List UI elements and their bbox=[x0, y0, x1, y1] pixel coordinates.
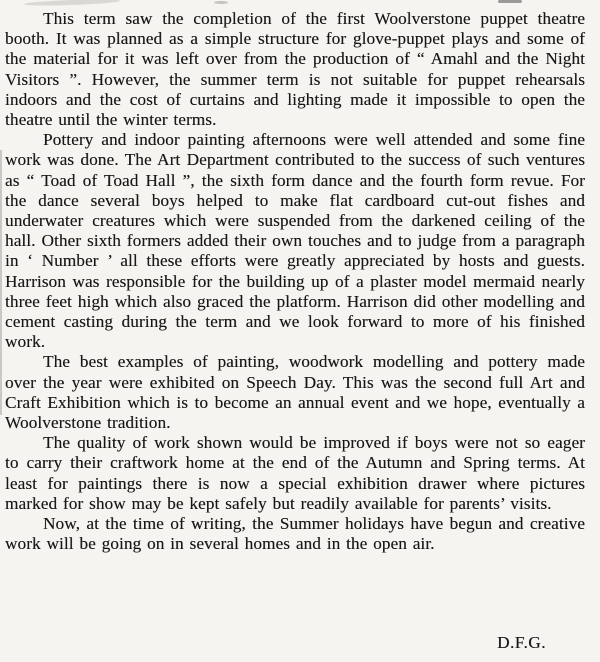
scan-dot-artifact bbox=[214, 1, 228, 4]
paragraph-summer-holidays: Now, at the time of writing, the Summer holidays have begun and creative work will be going on in several homes and in the open air. bbox=[5, 514, 585, 554]
paragraph-puppet-theatre: This term saw the completion of the first Woolverstone puppet theatre booth. It was planned as a simple structure for glove-puppet plays and some of the material for it was left over from the production of “ Amahl and the Night Visitors ”. However, the summer term is not suitable for puppet rehearsals indoors and the cost of curtains and lighting made it impossible to open the theatre until the winter terms. bbox=[5, 9, 585, 130]
author-initials: D.F.G. bbox=[497, 632, 546, 652]
scan-streak-artifact bbox=[0, 150, 2, 415]
scan-dash-artifact bbox=[498, 0, 522, 3]
paragraph-speech-day-exhibition: The best examples of painting, woodwork modelling and pottery made over the year were exhibited on Speech Day. This was the second full Art and Craft Exhibition which is to become an annual event and we hope, eventually a Woolverstone tradition. bbox=[5, 352, 585, 433]
paragraph-quality-of-work: The quality of work shown would be improved if boys were not so eager to carry their craftwork home at the end of the Autumn and Spring terms. At least for paintings there is now a special exhibition drawer where pictures marked for show may be kept safely but readily available for parents’ visits. bbox=[5, 433, 585, 513]
paragraph-pottery-painting: Pottery and indoor painting afternoons were well attended and some fine work was done. The Art Department contributed to the success of such ventures as “ Toad of Toad Hall ”, the sixth form dance and the fourth form revue. For the dance several boys helped to make flat cardboard cut-out fishes and underwater creatures which were suspended from the darkened ceiling of the hall. Other sixth formers added their own touches and to judge from a paragraph in ‘ Number ’ all these efforts were greatly appreciated by hosts and guests. Harrison was responsible for the building up of a plaster model mermaid nearly three feet high which also graced the platform. Harrison did other modelling and cement casting during the term and we look forward to more of his finished work. bbox=[5, 130, 585, 352]
scan-smudge-artifact bbox=[24, 0, 120, 7]
